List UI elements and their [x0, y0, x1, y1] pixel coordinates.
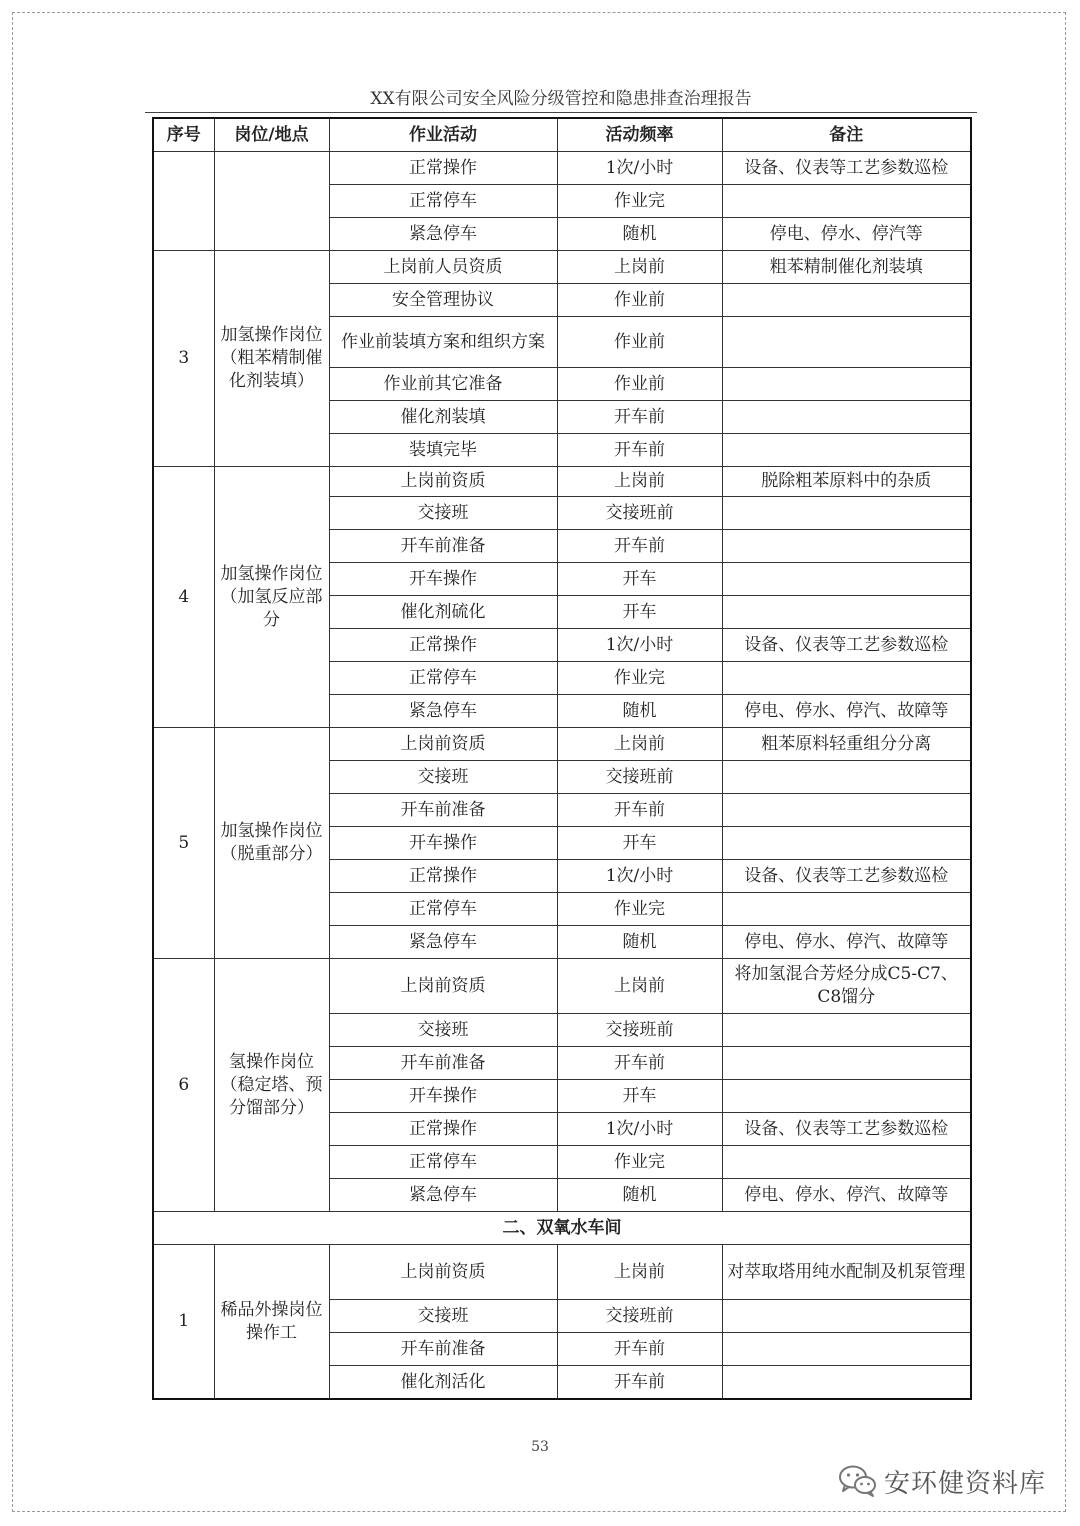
section-title: 二、双氧水车间 — [153, 1212, 971, 1245]
cell-activity: 作业前其它准备 — [329, 368, 557, 401]
cell-activity: 催化剂活化 — [329, 1366, 557, 1400]
cell-frequency: 上岗前 — [557, 251, 722, 284]
watermark-text: 安环健资料库 — [884, 1468, 1047, 1499]
cell-remark: 停电、停水、停汽、故障等 — [722, 926, 971, 959]
cell-remark: 粗苯原料轻重组分分离 — [722, 728, 971, 761]
table-row — [153, 1245, 971, 1300]
cell-remark: 停电、停水、停汽、故障等 — [722, 1179, 971, 1212]
cell-frequency: 随机 — [557, 695, 722, 728]
cell-activity: 交接班 — [329, 1014, 557, 1047]
cell-frequency: 作业前 — [557, 317, 722, 368]
cell-activity: 开车操作 — [329, 827, 557, 860]
cell-no: 1 — [153, 1245, 214, 1400]
cell-remark — [722, 1014, 971, 1047]
cell-frequency: 1次/小时 — [557, 860, 722, 893]
cell-activity: 开车操作 — [329, 1080, 557, 1113]
cell-frequency: 随机 — [557, 218, 722, 251]
cell-no: 3 — [153, 251, 214, 467]
cell-frequency: 作业完 — [557, 662, 722, 695]
document-header-title: XX有限公司安全风险分级管控和隐患排查治理报告 — [370, 89, 752, 109]
cell-activity: 紧急停车 — [329, 695, 557, 728]
cell-frequency: 1次/小时 — [557, 1113, 722, 1146]
cell-activity: 紧急停车 — [329, 1179, 557, 1212]
cell-frequency: 开车 — [557, 827, 722, 860]
table-row — [153, 467, 971, 497]
cell-frequency: 开车前 — [557, 434, 722, 467]
table-row — [153, 728, 971, 761]
cell-no: 6 — [153, 959, 214, 1212]
cell-activity: 正常停车 — [329, 185, 557, 218]
cell-remark: 设备、仪表等工艺参数巡检 — [722, 860, 971, 893]
cell-frequency: 交接班前 — [557, 761, 722, 794]
cell-remark — [722, 1366, 971, 1400]
cell-no: 4 — [153, 467, 214, 728]
cell-remark — [722, 1300, 971, 1333]
cell-remark — [722, 893, 971, 926]
cell-remark — [722, 794, 971, 827]
cell-activity: 上岗前人员资质 — [329, 251, 557, 284]
cell-no — [153, 152, 214, 251]
cell-post: 加氢操作岗位（粗苯精制催化剂装填） — [214, 251, 329, 467]
cell-post: 氢操作岗位（稳定塔、预分馏部分） — [214, 959, 329, 1212]
cell-activity: 正常停车 — [329, 893, 557, 926]
cell-frequency: 开车 — [557, 596, 722, 629]
cell-activity: 正常操作 — [329, 860, 557, 893]
cell-frequency: 上岗前 — [557, 467, 722, 497]
cell-frequency: 随机 — [557, 926, 722, 959]
cell-frequency: 交接班前 — [557, 1300, 722, 1333]
cell-frequency: 交接班前 — [557, 497, 722, 530]
cell-frequency: 开车 — [557, 563, 722, 596]
cell-activity: 催化剂装填 — [329, 401, 557, 434]
cell-post: 加氢操作岗位（加氢反应部分 — [214, 467, 329, 728]
cell-frequency: 作业前 — [557, 368, 722, 401]
cell-remark — [722, 317, 971, 368]
cell-remark — [722, 761, 971, 794]
cell-activity: 交接班 — [329, 1300, 557, 1333]
cell-activity: 装填完毕 — [329, 434, 557, 467]
cell-activity: 正常停车 — [329, 1146, 557, 1179]
cell-activity: 开车前准备 — [329, 1047, 557, 1080]
cell-frequency: 作业前 — [557, 284, 722, 317]
header-rule — [145, 112, 977, 113]
cell-frequency: 开车前 — [557, 401, 722, 434]
cell-remark: 粗苯精制催化剂装填 — [722, 251, 971, 284]
cell-activity: 交接班 — [329, 497, 557, 530]
cell-post — [214, 152, 329, 251]
watermark — [838, 1461, 1058, 1501]
cell-remark: 停电、停水、停汽、故障等 — [722, 695, 971, 728]
cell-activity: 紧急停车 — [329, 218, 557, 251]
column-header-activity: 作业活动 — [329, 118, 557, 152]
cell-remark — [722, 530, 971, 563]
cell-frequency: 开车 — [557, 1080, 722, 1113]
cell-activity: 上岗前资质 — [329, 467, 557, 497]
cell-remark — [722, 1333, 971, 1366]
cell-frequency: 上岗前 — [557, 1245, 722, 1300]
cell-remark — [722, 827, 971, 860]
cell-remark: 对萃取塔用纯水配制及机泵管理 — [722, 1245, 971, 1300]
cell-remark — [722, 1146, 971, 1179]
cell-remark: 设备、仪表等工艺参数巡检 — [722, 1113, 971, 1146]
cell-activity: 正常操作 — [329, 629, 557, 662]
cell-post: 加氢操作岗位（脱重部分） — [214, 728, 329, 959]
cell-remark — [722, 662, 971, 695]
cell-activity: 安全管理协议 — [329, 284, 557, 317]
cell-activity: 开车前准备 — [329, 794, 557, 827]
cell-frequency: 作业完 — [557, 893, 722, 926]
cell-frequency: 上岗前 — [557, 959, 722, 1014]
cell-frequency: 开车前 — [557, 530, 722, 563]
cell-no: 5 — [153, 728, 214, 959]
column-header-frequency: 活动频率 — [557, 118, 722, 152]
cell-remark — [722, 497, 971, 530]
cell-remark — [722, 368, 971, 401]
cell-remark — [722, 563, 971, 596]
cell-activity: 正常操作 — [329, 1113, 557, 1146]
cell-frequency: 交接班前 — [557, 1014, 722, 1047]
cell-remark — [722, 284, 971, 317]
cell-remark: 将加氢混合芳烃分成C5-C7、C8馏分 — [722, 959, 971, 1014]
cell-frequency: 上岗前 — [557, 728, 722, 761]
cell-remark: 设备、仪表等工艺参数巡检 — [722, 152, 971, 185]
activity-table — [152, 117, 972, 1400]
cell-frequency: 作业完 — [557, 1146, 722, 1179]
cell-remark — [722, 1080, 971, 1113]
cell-remark: 停电、停水、停汽等 — [722, 218, 971, 251]
cell-activity: 作业前装填方案和组织方案 — [329, 317, 557, 368]
cell-activity: 开车前准备 — [329, 530, 557, 563]
cell-remark: 脱除粗苯原料中的杂质 — [722, 467, 971, 497]
cell-remark — [722, 596, 971, 629]
cell-activity: 正常操作 — [329, 152, 557, 185]
table-header-row — [153, 118, 971, 152]
cell-remark — [722, 1047, 971, 1080]
cell-activity: 催化剂硫化 — [329, 596, 557, 629]
cell-frequency: 开车前 — [557, 1366, 722, 1400]
column-header-remark: 备注 — [722, 118, 971, 152]
section-row — [153, 1212, 971, 1245]
cell-remark: 设备、仪表等工艺参数巡检 — [722, 629, 971, 662]
cell-activity: 上岗前资质 — [329, 728, 557, 761]
cell-frequency: 随机 — [557, 1179, 722, 1212]
cell-activity: 交接班 — [329, 761, 557, 794]
cell-frequency: 1次/小时 — [557, 629, 722, 662]
wechat-icon — [838, 1464, 878, 1498]
cell-post: 稀品外操岗位操作工 — [214, 1245, 329, 1400]
cell-remark — [722, 185, 971, 218]
cell-frequency: 开车前 — [557, 794, 722, 827]
cell-activity: 上岗前资质 — [329, 959, 557, 1014]
table-row — [153, 959, 971, 1014]
cell-frequency: 1次/小时 — [557, 152, 722, 185]
column-header-post: 岗位/地点 — [214, 118, 329, 152]
cell-frequency: 作业完 — [557, 185, 722, 218]
cell-frequency: 开车前 — [557, 1047, 722, 1080]
cell-activity: 正常停车 — [329, 662, 557, 695]
cell-activity: 上岗前资质 — [329, 1245, 557, 1300]
cell-frequency: 开车前 — [557, 1333, 722, 1366]
cell-remark — [722, 401, 971, 434]
column-header-no: 序号 — [153, 118, 214, 152]
cell-activity: 开车前准备 — [329, 1333, 557, 1366]
table-row — [153, 251, 971, 284]
cell-activity: 开车操作 — [329, 563, 557, 596]
table-row — [153, 152, 971, 185]
page-number: 53 — [531, 1439, 549, 1455]
cell-activity: 紧急停车 — [329, 926, 557, 959]
cell-remark — [722, 434, 971, 467]
